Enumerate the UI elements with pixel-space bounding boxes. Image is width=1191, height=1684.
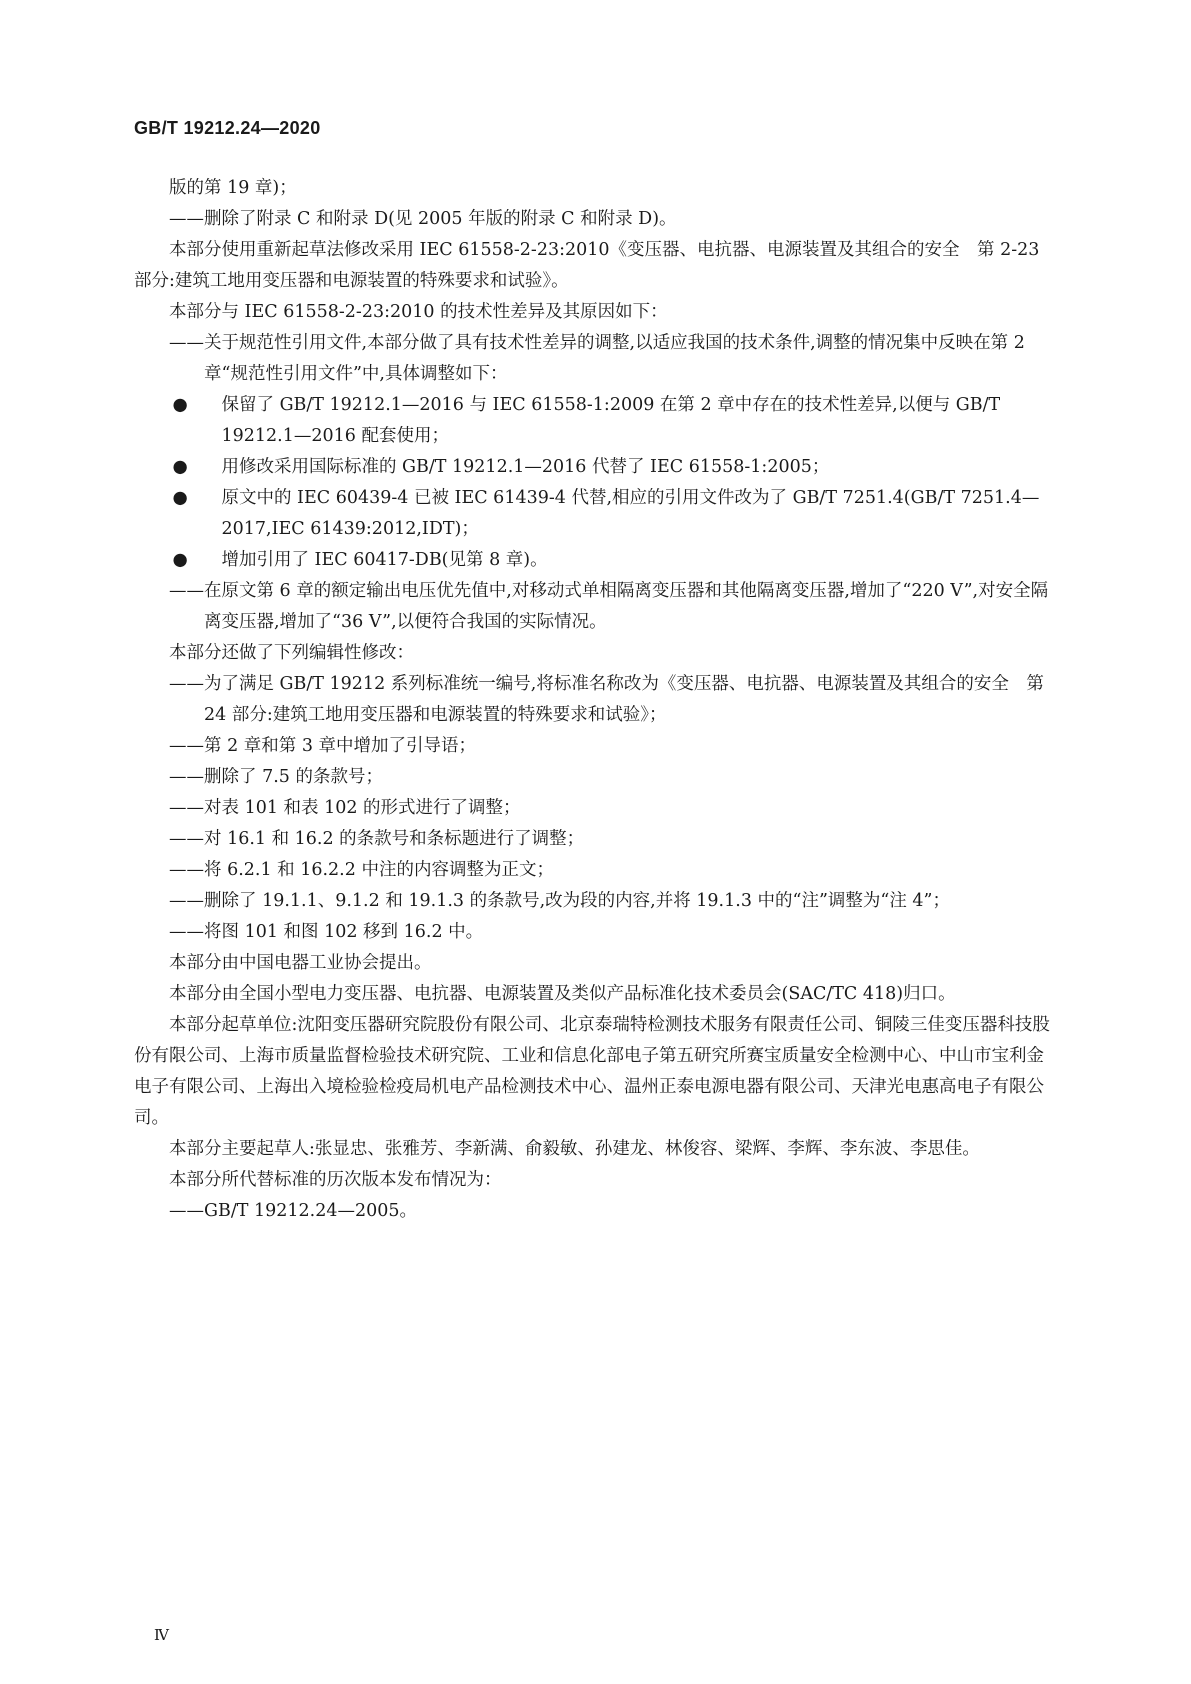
paragraph: 本部分主要起草人:张显忠、张雅芳、李新满、俞毅敏、孙建龙、林俊容、梁辉、李辉、李东波、李思佳。 <box>169 1139 980 1159</box>
document-header: GB/T 19212.24—2020 <box>134 118 321 138</box>
dash-item: ——第 2 章和第 3 章中增加了引导语； <box>169 736 477 756</box>
bullet-text: 原文中的 IEC 60439-4 已被 IEC 61439-4 代替,相应的引用文件改为了 GB/T 7251.4(GB/T 7251.4—2017,IEC 61439:2012,IDT)； <box>221 488 1040 539</box>
paragraph: 本部分由全国小型电力变压器、电抗器、电源装置及类似产品标准化技术委员会(SAC/TC 418)归口。 <box>169 984 956 1004</box>
paragraph: 本部分所代替标准的历次版本发布情况为： <box>169 1170 502 1190</box>
bullet-text: 保留了 GB/T 19212.1—2016 与 IEC 61558-1:2009 在第 2 章中存在的技术性差异,以便与 GB/T 19212.1—2016 配套使用； <box>221 395 1001 446</box>
dash-item: ——对表 101 和表 102 的形式进行了调整； <box>169 798 521 818</box>
dash-item: ——在原文第 6 章的额定输出电压优先值中,对移动式单相隔离变压器和其他隔离变压器,增加了“220 V”,对安全隔离变压器,增加了“36 V”,以便符合我国的实际情况。 <box>169 581 1049 632</box>
dash-item: ——删除了附录 C 和附录 D(见 2005 年版的附录 C 和附录 D)。 <box>169 209 677 229</box>
page-number: Ⅳ <box>154 1626 169 1644</box>
paragraph: 本部分与 IEC 61558-2-23:2010 的技术性差异及其原因如下： <box>169 302 668 322</box>
paragraph: 本部分由中国电器工业协会提出。 <box>169 953 432 973</box>
paragraph-continuation: 版的第 19 章)； <box>169 178 297 198</box>
bullet-text: 用修改采用国际标准的 GB/T 19212.1—2016 代替了 IEC 61558-1:2005； <box>221 457 830 477</box>
paragraph: 本部分起草单位:沈阳变压器研究院股份有限公司、北京泰瑞特检测技术服务有限责任公司、铜陵三佳变压器科技股份有限公司、上海市质量监督检验技术研究院、工业和信息化部电子第五研究所赛宝质量安全检测中心、中山市宝利金电子有限公司、上海出入境检验检疫局机电产品检测技术中心、温州正泰电源电器有限公司、天津光电惠高电子有限公司。 <box>134 1015 1050 1128</box>
dash-item: ——将 6.2.1 和 16.2.2 中注的内容调整为正文； <box>169 860 554 880</box>
dash-item: ——GB/T 19212.24—2005。 <box>169 1201 418 1221</box>
bullet-item <box>134 483 1054 545</box>
bullet-item <box>134 545 1054 576</box>
bullet-item <box>134 390 1054 452</box>
dash-item: ——为了满足 GB/T 19212 系列标准统一编号,将标准名称改为《变压器、电抗器、电源装置及其组合的安全 第 24 部分:建筑工地用变压器和电源装置的特殊要求和试验》； <box>169 674 1044 725</box>
bullet-icon: ● <box>172 395 188 415</box>
document-body <box>134 173 1054 1227</box>
paragraph: 本部分使用重新起草法修改采用 IEC 61558-2-23:2010《变压器、电抗器、电源装置及其组合的安全 第 2-23 部分:建筑工地用变压器和电源装置的特殊要求和试验》。 <box>134 240 1040 291</box>
dash-item: ——关于规范性引用文件,本部分做了具有技术性差异的调整,以适应我国的技术条件,调整的情况集中反映在第 2 章“规范性引用文件”中,具体调整如下： <box>169 333 1025 384</box>
paragraph: 本部分还做了下列编辑性修改： <box>169 643 414 663</box>
bullet-item <box>134 452 1054 483</box>
bullet-icon: ● <box>172 488 188 508</box>
bullet-icon: ● <box>172 550 188 570</box>
dash-item: ——删除了 19.1.1、9.1.2 和 19.1.3 的条款号,改为段的内容,并将 19.1.3 中的“注”调整为“注 4”； <box>169 891 950 911</box>
dash-item: ——删除了 7.5 的条款号； <box>169 767 383 787</box>
dash-item: ——对 16.1 和 16.2 的条款号和条标题进行了调整； <box>169 829 585 849</box>
dash-item: ——将图 101 和图 102 移到 16.2 中。 <box>169 922 484 942</box>
bullet-text: 增加引用了 IEC 60417-DB(见第 8 章)。 <box>221 550 548 570</box>
bullet-icon: ● <box>172 457 188 477</box>
